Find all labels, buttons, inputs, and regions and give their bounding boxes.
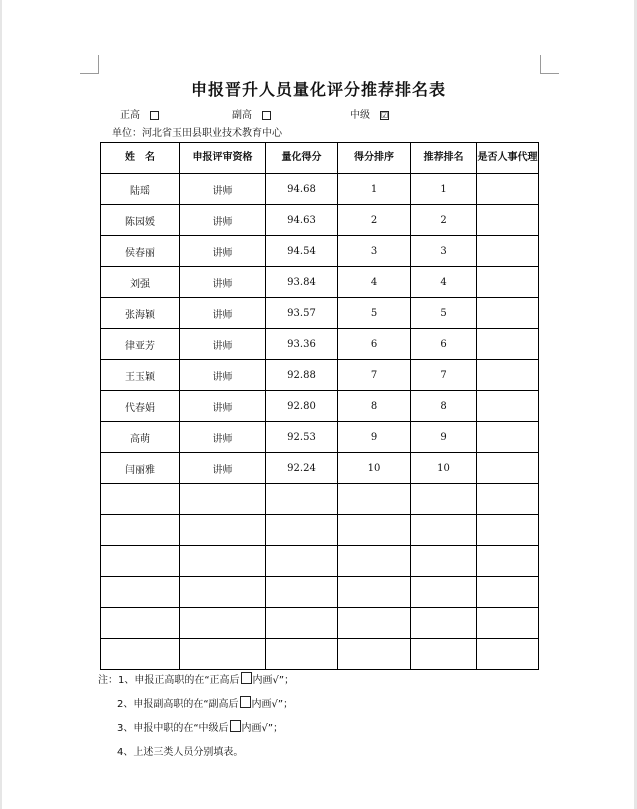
header-score-order: 得分排序	[338, 143, 411, 174]
empty-cell	[266, 546, 338, 577]
cell-hr-agent	[477, 236, 539, 267]
crop-mark-top-left	[80, 55, 99, 74]
cell-qualification: 讲师	[180, 174, 266, 205]
empty-cell	[411, 546, 477, 577]
cell-qualification: 讲师	[180, 360, 266, 391]
cell-name: 高萌	[101, 422, 180, 453]
empty-cell	[338, 639, 411, 670]
cell-qualification: 讲师	[180, 267, 266, 298]
cell-score: 92.53	[266, 422, 338, 453]
level-option-zhenggao	[120, 106, 159, 121]
cell-qualification: 讲师	[180, 298, 266, 329]
cell-score: 92.88	[266, 360, 338, 391]
cell-score-order: 2	[338, 205, 411, 236]
empty-cell	[101, 608, 180, 639]
cell-score-order: 3	[338, 236, 411, 267]
empty-cell	[180, 577, 266, 608]
cell-name: 刘强	[101, 267, 180, 298]
cell-score: 92.80	[266, 391, 338, 422]
empty-cell	[266, 639, 338, 670]
empty-cell	[338, 577, 411, 608]
cell-hr-agent	[477, 360, 539, 391]
note-line-4	[98, 741, 294, 765]
cell-recommend-rank: 2	[411, 205, 477, 236]
notes	[98, 669, 294, 765]
document-title: 申报晋升人员量化评分推荐排名表	[190, 80, 446, 99]
table-row-empty	[101, 608, 539, 639]
empty-cell	[101, 484, 180, 515]
table-row-empty	[101, 577, 539, 608]
checkbox-zhongji[interactable]: ☑	[381, 110, 389, 120]
cell-hr-agent	[477, 453, 539, 484]
cell-qualification: 讲师	[180, 329, 266, 360]
level-label: 中级	[350, 110, 370, 121]
table-row	[101, 329, 539, 360]
header-hr-agent: 是否人事代理	[477, 143, 539, 174]
note-text: 1、申报正高职的在“正高后	[118, 675, 240, 686]
empty-cell	[266, 577, 338, 608]
header-recommend-rank: 推荐排名	[411, 143, 477, 174]
empty-cell	[101, 515, 180, 546]
cell-qualification: 讲师	[180, 422, 266, 453]
checkbox-fugao[interactable]	[262, 111, 271, 120]
cell-score-order: 6	[338, 329, 411, 360]
cell-name: 闫丽雅	[101, 453, 180, 484]
cell-hr-agent	[477, 267, 539, 298]
empty-cell	[411, 639, 477, 670]
cell-score: 94.63	[266, 205, 338, 236]
header-qualification: 申报评审资格	[180, 143, 266, 174]
table-row	[101, 422, 539, 453]
cell-score: 93.57	[266, 298, 338, 329]
note-text: 4、上述三类人员分别填表。	[117, 747, 244, 758]
cell-hr-agent	[477, 298, 539, 329]
empty-cell	[338, 546, 411, 577]
cell-name: 陆瑶	[101, 174, 180, 205]
cell-score: 93.36	[266, 329, 338, 360]
note-text: 内画√”；	[252, 675, 295, 686]
empty-cell	[101, 577, 180, 608]
cell-hr-agent	[477, 205, 539, 236]
cell-recommend-rank: 5	[411, 298, 477, 329]
cell-hr-agent	[477, 391, 539, 422]
table-header-row	[101, 143, 539, 174]
note-line-2	[98, 693, 294, 717]
note-text: 内画√”；	[241, 723, 284, 734]
cell-name: 陈园媛	[101, 205, 180, 236]
page-edge-left	[0, 0, 2, 809]
cell-score-order: 7	[338, 360, 411, 391]
cell-recommend-rank: 8	[411, 391, 477, 422]
level-label: 副高	[232, 110, 252, 121]
cell-score-order: 1	[338, 174, 411, 205]
cell-recommend-rank: 7	[411, 360, 477, 391]
cell-name: 侯春丽	[101, 236, 180, 267]
level-label: 正高	[120, 110, 140, 121]
empty-cell	[180, 608, 266, 639]
table-row-empty	[101, 484, 539, 515]
note-text: 3、申报中职的在“中级后	[117, 723, 229, 734]
empty-cell	[477, 608, 539, 639]
cell-qualification: 讲师	[180, 453, 266, 484]
cell-recommend-rank: 10	[411, 453, 477, 484]
cell-score: 94.54	[266, 236, 338, 267]
cell-name: 代春娟	[101, 391, 180, 422]
table-row	[101, 298, 539, 329]
empty-cell	[477, 546, 539, 577]
cell-hr-agent	[477, 174, 539, 205]
table-row-empty	[101, 639, 539, 670]
cell-score: 92.24	[266, 453, 338, 484]
note-text: 2、申报副高职的在“副高后	[117, 699, 239, 710]
table-row	[101, 391, 539, 422]
empty-cell	[266, 515, 338, 546]
cell-recommend-rank: 3	[411, 236, 477, 267]
empty-cell	[477, 515, 539, 546]
empty-cell	[477, 639, 539, 670]
cell-score-order: 9	[338, 422, 411, 453]
table-row	[101, 360, 539, 391]
table-row	[101, 205, 539, 236]
empty-cell	[477, 484, 539, 515]
cell-recommend-rank: 4	[411, 267, 477, 298]
empty-cell	[180, 546, 266, 577]
header-name: 姓 名	[101, 143, 180, 174]
empty-cell	[411, 577, 477, 608]
empty-cell	[180, 484, 266, 515]
level-option-fugao	[232, 106, 271, 121]
empty-cell	[101, 546, 180, 577]
cell-qualification: 讲师	[180, 236, 266, 267]
empty-cell	[266, 484, 338, 515]
empty-cell	[338, 608, 411, 639]
note-line-1	[98, 669, 294, 693]
empty-cell	[180, 639, 266, 670]
empty-cell	[101, 639, 180, 670]
cell-qualification: 讲师	[180, 205, 266, 236]
cell-score-order: 4	[338, 267, 411, 298]
note-text: 内画√”；	[251, 699, 294, 710]
cell-recommend-rank: 1	[411, 174, 477, 205]
table-row	[101, 453, 539, 484]
table-row-empty	[101, 546, 539, 577]
empty-cell	[411, 484, 477, 515]
level-option-zhongji	[350, 106, 389, 121]
empty-cell	[180, 515, 266, 546]
note-line-3	[98, 717, 294, 741]
empty-cell	[411, 515, 477, 546]
table-row	[101, 236, 539, 267]
cell-score-order: 5	[338, 298, 411, 329]
cell-recommend-rank: 9	[411, 422, 477, 453]
square-icon	[241, 672, 252, 684]
empty-cell	[266, 608, 338, 639]
cell-name: 张海颖	[101, 298, 180, 329]
table-row	[101, 267, 539, 298]
cell-qualification: 讲师	[180, 391, 266, 422]
table-row-empty	[101, 515, 539, 546]
cell-score: 94.68	[266, 174, 338, 205]
table-row	[101, 174, 539, 205]
unit-line: 单位：河北省玉田县职业技术教育中心	[112, 128, 282, 139]
cell-score: 93.84	[266, 267, 338, 298]
cell-score-order: 10	[338, 453, 411, 484]
empty-cell	[411, 608, 477, 639]
cell-hr-agent	[477, 329, 539, 360]
crop-mark-top-right	[540, 55, 559, 74]
ranking-table	[100, 142, 539, 670]
cell-name: 王玉颖	[101, 360, 180, 391]
header-score: 量化得分	[266, 143, 338, 174]
empty-cell	[338, 515, 411, 546]
square-icon	[230, 720, 241, 732]
empty-cell	[338, 484, 411, 515]
cell-recommend-rank: 6	[411, 329, 477, 360]
cell-score-order: 8	[338, 391, 411, 422]
empty-cell	[477, 577, 539, 608]
checkbox-zhenggao[interactable]	[150, 111, 159, 120]
notes-prefix: 注：	[98, 675, 118, 686]
cell-name: 律亚芳	[101, 329, 180, 360]
square-icon	[240, 696, 251, 708]
cell-hr-agent	[477, 422, 539, 453]
